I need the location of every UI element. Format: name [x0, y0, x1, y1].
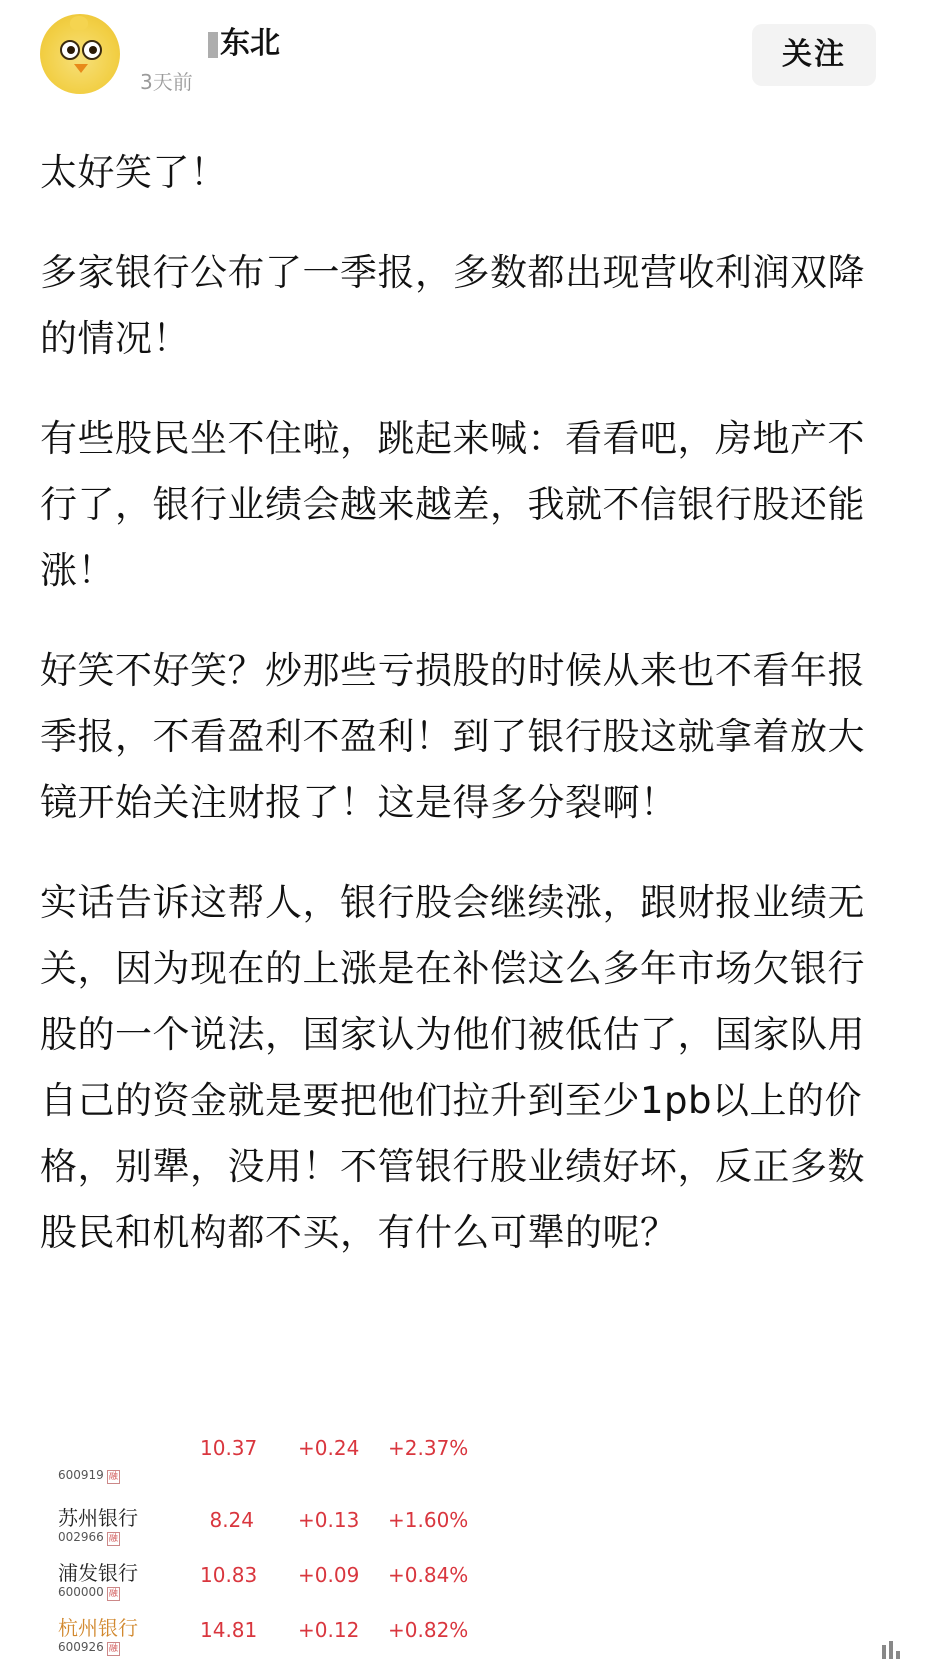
stock-pct: +1.60% — [388, 1508, 469, 1532]
stock-change: +0.24 — [298, 1436, 360, 1460]
signal-bars-icon — [882, 1640, 910, 1660]
stock-quote-image[interactable] — [0, 1436, 930, 1679]
stock-name: 苏州银行 — [58, 1506, 138, 1530]
stock-row — [0, 1612, 930, 1668]
stock-price: 10.83 — [200, 1563, 258, 1587]
avatar[interactable] — [40, 14, 120, 94]
post-paragraph: 多家银行公布了一季报，多数都出现营收利润双降的情况！ — [40, 251, 865, 360]
post-body — [40, 140, 875, 1300]
stock-row — [0, 1557, 930, 1613]
stock-price: 10.37 — [200, 1436, 258, 1460]
avatar-right-eye — [82, 40, 102, 60]
stock-change: +0.09 — [298, 1563, 360, 1587]
stock-code-text: 600000 — [58, 1585, 104, 1599]
signal-bar — [896, 1651, 900, 1659]
stock-code — [58, 1585, 120, 1601]
stock-code — [58, 1468, 120, 1484]
stock-name: 杭州银行 — [58, 1616, 138, 1640]
stock-change: +0.13 — [298, 1508, 360, 1532]
margin-badge: 融 — [108, 1534, 118, 1544]
stock-code-text: 600919 — [58, 1468, 104, 1482]
stock-pct: +2.37% — [388, 1436, 469, 1460]
margin-badge: 融 — [108, 1472, 118, 1482]
post-header — [0, 0, 930, 120]
signal-bar — [889, 1641, 893, 1659]
follow-button[interactable]: 关注 — [752, 24, 876, 86]
post-paragraph: 实话告诉这帮人，银行股会继续涨，跟财报业绩无关，因为现在的上涨是在补偿这么多年市场欠银行股的一个说法，国家认为他们被低估了，国家队用自己的资金就是要把他们拉升到至少1pb以上的价格，别犟，没用！不管银行股业绩好坏，反正多数股民和机构都不买，有什么可犟的呢？ — [40, 881, 865, 1254]
stock-code-text: 600926 — [58, 1640, 104, 1654]
post-timestamp: 3天前 — [140, 70, 193, 94]
redacted-name-block — [150, 31, 208, 59]
author-name[interactable] — [150, 18, 280, 62]
post-paragraph: 太好笑了！ — [40, 151, 228, 194]
avatar-left-eye — [60, 40, 80, 60]
margin-badge: 融 — [108, 1644, 118, 1654]
redacted-name-edge — [208, 32, 218, 58]
signal-bar — [882, 1645, 886, 1659]
avatar-tuft — [70, 16, 88, 30]
stock-price: 8.24 — [209, 1508, 254, 1532]
stock-change: +0.12 — [298, 1618, 360, 1642]
stock-code — [58, 1640, 120, 1656]
stock-price: 14.81 — [200, 1618, 258, 1642]
post-paragraph: 有些股民坐不住啦，跳起来喊：看看吧，房地产不行了，银行业绩会越来越差，我就不信银行股还能涨！ — [40, 417, 865, 592]
margin-badge: 融 — [108, 1589, 118, 1599]
author-name-text: 东北 — [220, 26, 280, 61]
stock-name: 浦发银行 — [58, 1561, 138, 1585]
stock-code-text: 002966 — [58, 1530, 104, 1544]
stock-code — [58, 1530, 120, 1546]
stock-row — [0, 1432, 930, 1488]
avatar-beak — [74, 64, 88, 73]
stock-pct: +0.84% — [388, 1563, 469, 1587]
stock-pct: +0.82% — [388, 1618, 469, 1642]
post-paragraph: 好笑不好笑？炒那些亏损股的时候从来也不看年报季报，不看盈利不盈利！到了银行股这就拿着放大镜开始关注财报了！这是得多分裂啊！ — [40, 649, 865, 824]
stock-row — [0, 1502, 930, 1558]
